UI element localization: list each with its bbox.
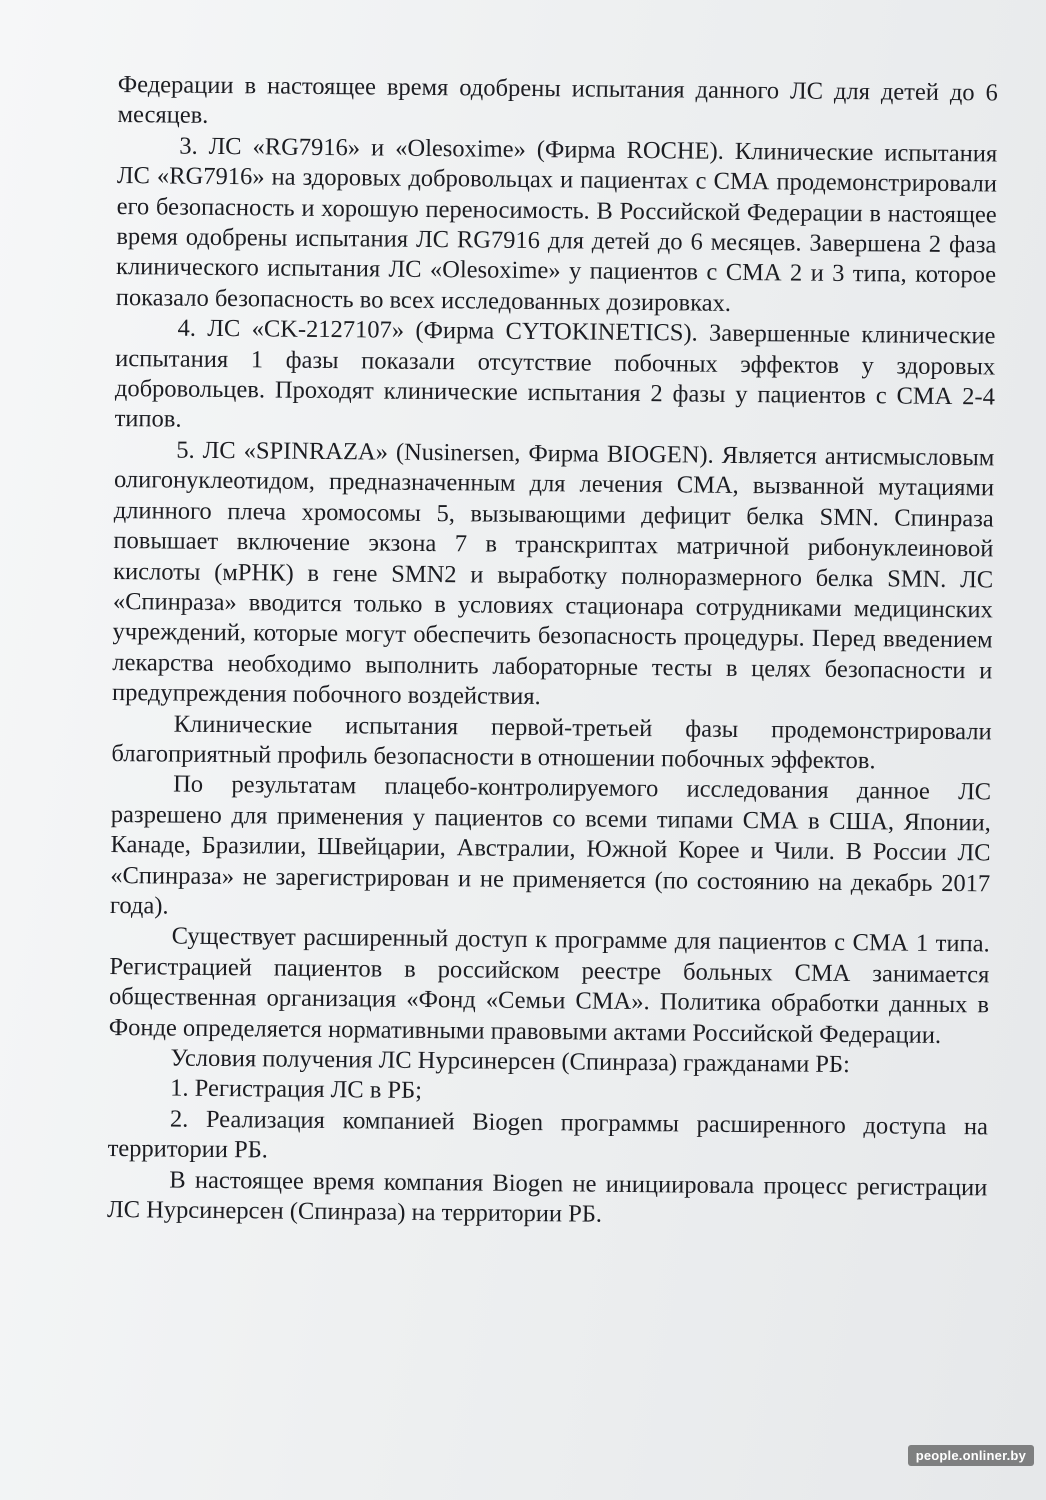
paragraph-condition-2: 2. Реализация компанией Biogen программы расширенного доступа на территории РБ. xyxy=(107,1105,989,1164)
paragraph-clinical-trials: Клинические испытания первой-третьей фазы продемонстрировали благоприятный профиль безопасности в отношении побочных эффектов. xyxy=(111,710,992,775)
paragraph-item-4-cytokinetics: 4. ЛС «CK-2127107» (Фирма CYTOKINETICS). Завершенные клинические испытания 1 фазы показали отсутствие побочных эффектов у здоровых добровольцев. Проходят клинические испытания 2 фазы у пациентов с СМА 2-4 типов. xyxy=(114,314,996,434)
paragraph-continuation: Федерации в настоящее время одобрены испытания данного ЛС для детей до 6 месяцев. xyxy=(117,70,998,130)
paragraph-item-5-spinraza: 5. ЛС «SPINRAZA» (Nusinersen, Фирма BIOGEN). Является антисмысловым олигонуклеотидом, предназначенным для лечения СМА, вызванной мутациями длинного плеча хромосомы 5, вызывающими дефицит белка SMN. Спинраза повышает включение экзона 7 в транскриптах матричной рибонуклеиновой кислоты (мРНК) в гене SMN2 и выработку полноразмерного белка SMN. ЛС «Спинраза» вводится только в условиях стационара сотрудниками медицинских учреждений, которые могут обеспечить безопасность процедуры. Перед введением лекарства необходимо выполнить лабораторные тесты в целях безопасности и предупреждения побочного воздействия. xyxy=(111,436,995,711)
paragraph-condition-1: 1. Регистрация ЛС в РБ; xyxy=(170,1074,423,1105)
paragraph-expanded-access: Существует расширенный доступ к программе для пациентов с СМА 1 типа. Регистрацией пациентов в российском реестре больных СМА занимается общественная организация «Фонд «Семьи СМА». Политика обработки данных в Фонде определяется нормативными правовыми актами Российской Федерации. xyxy=(108,922,990,1049)
paragraph-placebo-results: По результатам плацебо-контролируемого исследования данное ЛС разрешено для применения у пациентов со всеми типами СМА в США, Японии, Канаде, Бразилии, Швейцарии, Австралии, Южной Корее и Чили. В России ЛС «Спинраза» не зарегистрирован и не применяется (по состоянию на декабрь 2017 года). xyxy=(109,770,992,920)
site-watermark: people.onliner.by xyxy=(908,1445,1034,1466)
document-page xyxy=(107,70,998,1234)
paragraph-conditions-heading: Условия получения ЛС Нурсинерсен (Спинраза) гражданами РБ: xyxy=(170,1044,851,1079)
paragraph-biogen-status: В настоящее время компания Biogen не инициировала процесс регистрации ЛС Нурсинерсен (Спинраза) на территории РБ. xyxy=(106,1166,988,1228)
paragraph-item-3-roche: 3. ЛС «RG7916» и «Olesoxime» (Фирма ROCHE). Клинические испытания ЛС «RG7916» на здоровых добровольцах и пациентах с СМА продемонстрировали его безопасность и хорошую переносимость. В Российской Федерации в настоящее время одобрены испытания ЛС RG7916 для детей до 6 месяцев. Завершена 2 фаза клинического испытания ЛС «Olesoxime» у пациентов с СМА 2 и 3 типа, которое показало безопасность во всех исследованных дозировках. xyxy=(115,132,998,317)
